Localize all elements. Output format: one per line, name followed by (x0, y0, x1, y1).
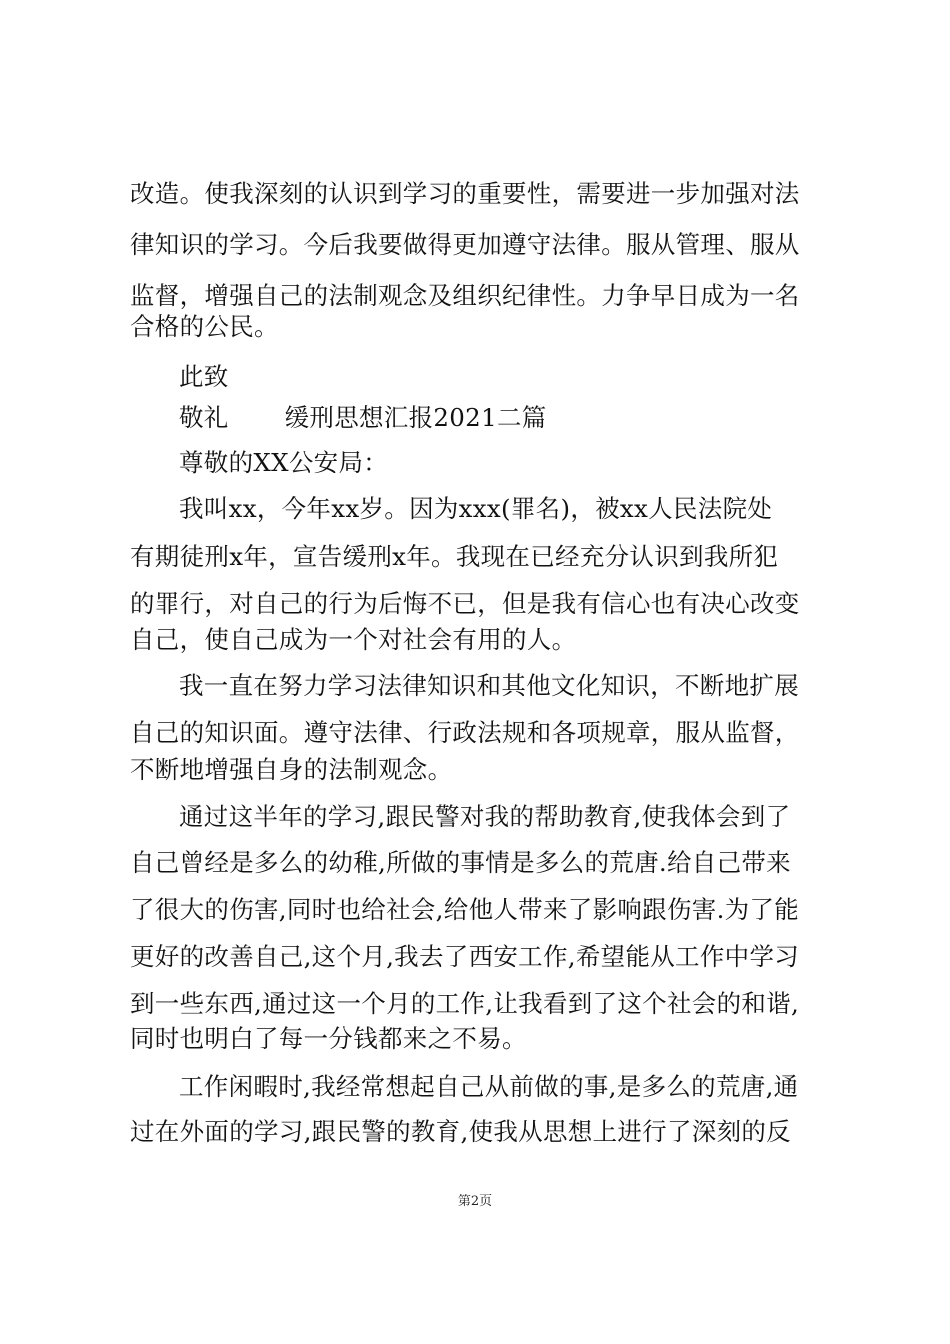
text-line: 不断地增强自身的法制观念。 (130, 755, 453, 784)
text-line: 了很大的伤害,同时也给社会,给他人带来了影响跟伤害.为了能 (130, 895, 800, 924)
closing-salutation: 此致 (179, 362, 229, 391)
text-line: 工作闲暇时,我经常想起自己从前做的事,是多么的荒唐,通 (179, 1072, 799, 1101)
closing-regards (179, 401, 547, 435)
greeting-line: 尊敬的XX公安局： (179, 448, 389, 477)
text-line: 同时也明白了每一分钱都来之不易。 (130, 1024, 527, 1053)
text-line: 监督，增强自己的法制观念及组织纪律性。力争早日成为一名 (130, 281, 800, 310)
text-line: 的罪行，对自己的行为后悔不已，但是我有信心也有决心改变 (130, 589, 800, 618)
text-line: 改造。使我深刻的认识到学习的重要性，需要进一步加强对法 (130, 179, 800, 208)
text-line: 自己，使自己成为一个对社会有用的人。 (130, 625, 577, 654)
text-line: 过在外面的学习,跟民警的教育,使我从思想上进行了深刻的反 (130, 1117, 791, 1146)
section-title: 缓刑思想汇报2021二篇 (284, 403, 547, 432)
text-line: 自己的知识面。遵守法律、行政法规和各项规章，服从监督， (130, 718, 800, 747)
page-number: 第2页 (457, 1194, 493, 1209)
text-line: 有期徒刑x年，宣告缓刑x年。我现在已经充分认识到我所犯 (130, 542, 779, 571)
text-line: 通过这半年的学习,跟民警对我的帮助教育,使我体会到了 (179, 802, 791, 831)
text-line: 更好的改善自己,这个月,我去了西安工作,希望能从工作中学习 (130, 942, 800, 971)
text-line: 自己曾经是多么的幼稚,所做的事情是多么的荒唐.给自己带来 (130, 848, 791, 877)
text-line: 律知识的学习。今后我要做得更加遵守法律。服从管理、服从 (130, 230, 800, 259)
closing-regards-text: 敬礼 (179, 403, 229, 432)
text-line: 我一直在努力学习法律知识和其他文化知识，不断地扩展 (179, 671, 799, 700)
text-line: 合格的公民。 (130, 312, 279, 341)
text-line: 到一些东西,通过这一个月的工作,让我看到了这个社会的和谐, (130, 989, 800, 1018)
text-line: 我叫xx，今年xx岁。因为xxx(罪名)，被xx人民法院处 (179, 494, 773, 523)
